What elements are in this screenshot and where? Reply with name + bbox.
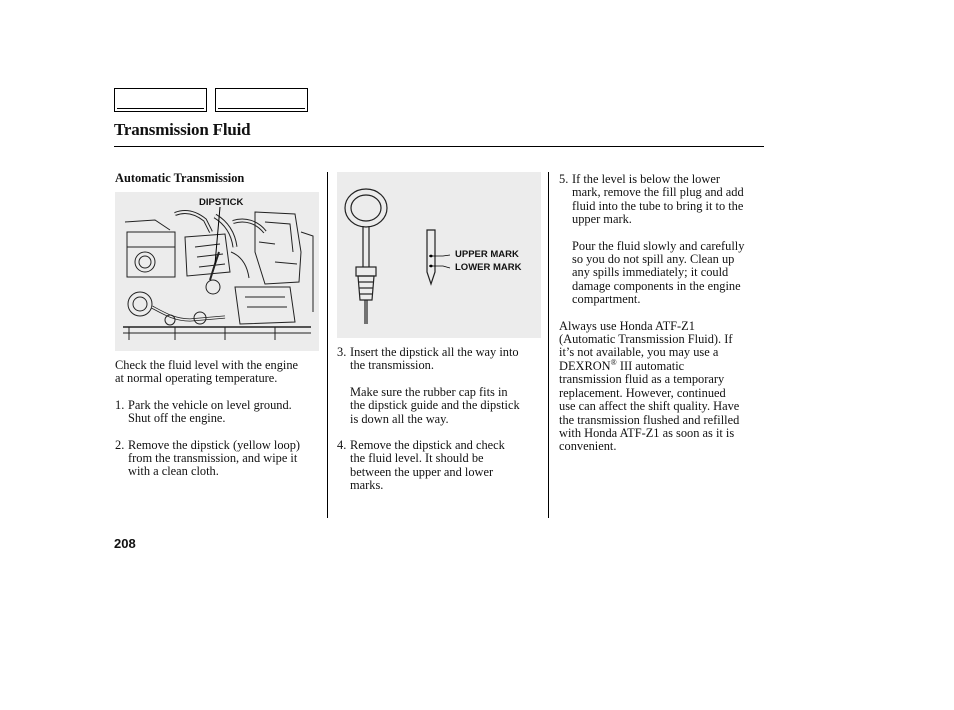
step-4 (337, 439, 543, 493)
engine-drawing (115, 192, 319, 351)
step-line: damage components in the engine (572, 278, 741, 293)
step-line: so you do not spill any. Clean up (572, 252, 735, 267)
note-line: replacement. However, continued (559, 385, 726, 400)
note-line: use can affect the shift quality. Have (559, 399, 740, 414)
note-line: transmission fluid as a temporary (559, 372, 725, 387)
dipstick-label: DIPSTICK (199, 197, 244, 208)
step-line: the fluid level. It should be (350, 451, 484, 466)
page-title: Transmission Fluid (114, 120, 251, 139)
step-line: the transmission. (350, 358, 434, 373)
step-line: If the level is below the lower (572, 172, 720, 186)
step-line: Park the vehicle on level ground. (128, 397, 292, 412)
step-1 (115, 399, 325, 426)
dipstick-illustration (337, 172, 541, 338)
step-line: from the transmission, and wipe it (128, 451, 298, 466)
step-line: is down all the way. (350, 411, 449, 426)
step-line: fluid into the tube to bring it to the (572, 198, 744, 213)
step-line: Pour the fluid slowly and carefully (572, 238, 745, 253)
step-line: Remove the dipstick (yellow loop) (128, 437, 301, 452)
step-number: 1. (115, 397, 125, 412)
intro-line: at normal operating temperature. (115, 371, 278, 386)
note-line (559, 357, 769, 373)
note-line: it’s not available, you may use a (559, 345, 719, 360)
title-rule (114, 146, 764, 147)
step-line: Make sure the rubber cap fits in (350, 384, 508, 399)
header-tab-box-left (114, 88, 207, 112)
step-number: 5. (559, 172, 569, 186)
step-line: the dipstick guide and the dipstick (350, 398, 520, 413)
column-1 (115, 172, 321, 185)
step-line: marks. (350, 478, 384, 493)
engine-illustration (115, 192, 319, 351)
step-line: with a clean cloth. (128, 464, 219, 479)
step-number: 2. (115, 437, 125, 452)
registered-mark: ® (610, 357, 617, 367)
step-line: any spills immediately; it could (572, 265, 729, 280)
page-number: 208 (114, 536, 136, 551)
upper-mark-label: UPPER MARK (455, 249, 519, 260)
column-1-body (115, 359, 325, 479)
step-line: upper mark. (572, 212, 632, 227)
note-brand: DEXRON (559, 358, 611, 373)
step-5-detail (559, 240, 769, 307)
column-divider-1 (327, 172, 328, 518)
step-5 (559, 173, 769, 227)
step-line: Remove the dipstick and check (350, 438, 505, 453)
step-2 (115, 439, 325, 479)
column-2-body (337, 346, 543, 493)
note-line: the transmission flushed and refilled (559, 412, 740, 427)
header-tab-box-right (215, 88, 308, 112)
step-line: between the upper and lower (350, 464, 494, 479)
note-line: Always use Honda ATF-Z1 (559, 318, 695, 333)
fluid-note (559, 320, 769, 454)
step-number: 4. (337, 438, 347, 453)
note-line: with Honda ATF-Z1 as soon as it is (559, 425, 735, 440)
note-line: convenient. (559, 439, 617, 454)
note-line-rest: III automatic (616, 358, 685, 373)
lower-mark-label: LOWER MARK (455, 262, 522, 273)
step-line: Shut off the engine. (128, 411, 226, 426)
column-3-body (559, 173, 769, 454)
section-subheading: Automatic Transmission (115, 171, 245, 185)
note-line: (Automatic Transmission Fluid). If (559, 332, 733, 347)
step-line: compartment. (572, 292, 641, 307)
intro-line: Check the fluid level with the engine (115, 358, 299, 372)
step-3-detail (337, 386, 543, 426)
step-line: Insert the dipstick all the way into (350, 345, 519, 359)
column-divider-2 (548, 172, 549, 518)
step-number: 3. (337, 345, 347, 359)
step-line: mark, remove the fill plug and add (572, 185, 744, 200)
step-3 (337, 346, 543, 373)
